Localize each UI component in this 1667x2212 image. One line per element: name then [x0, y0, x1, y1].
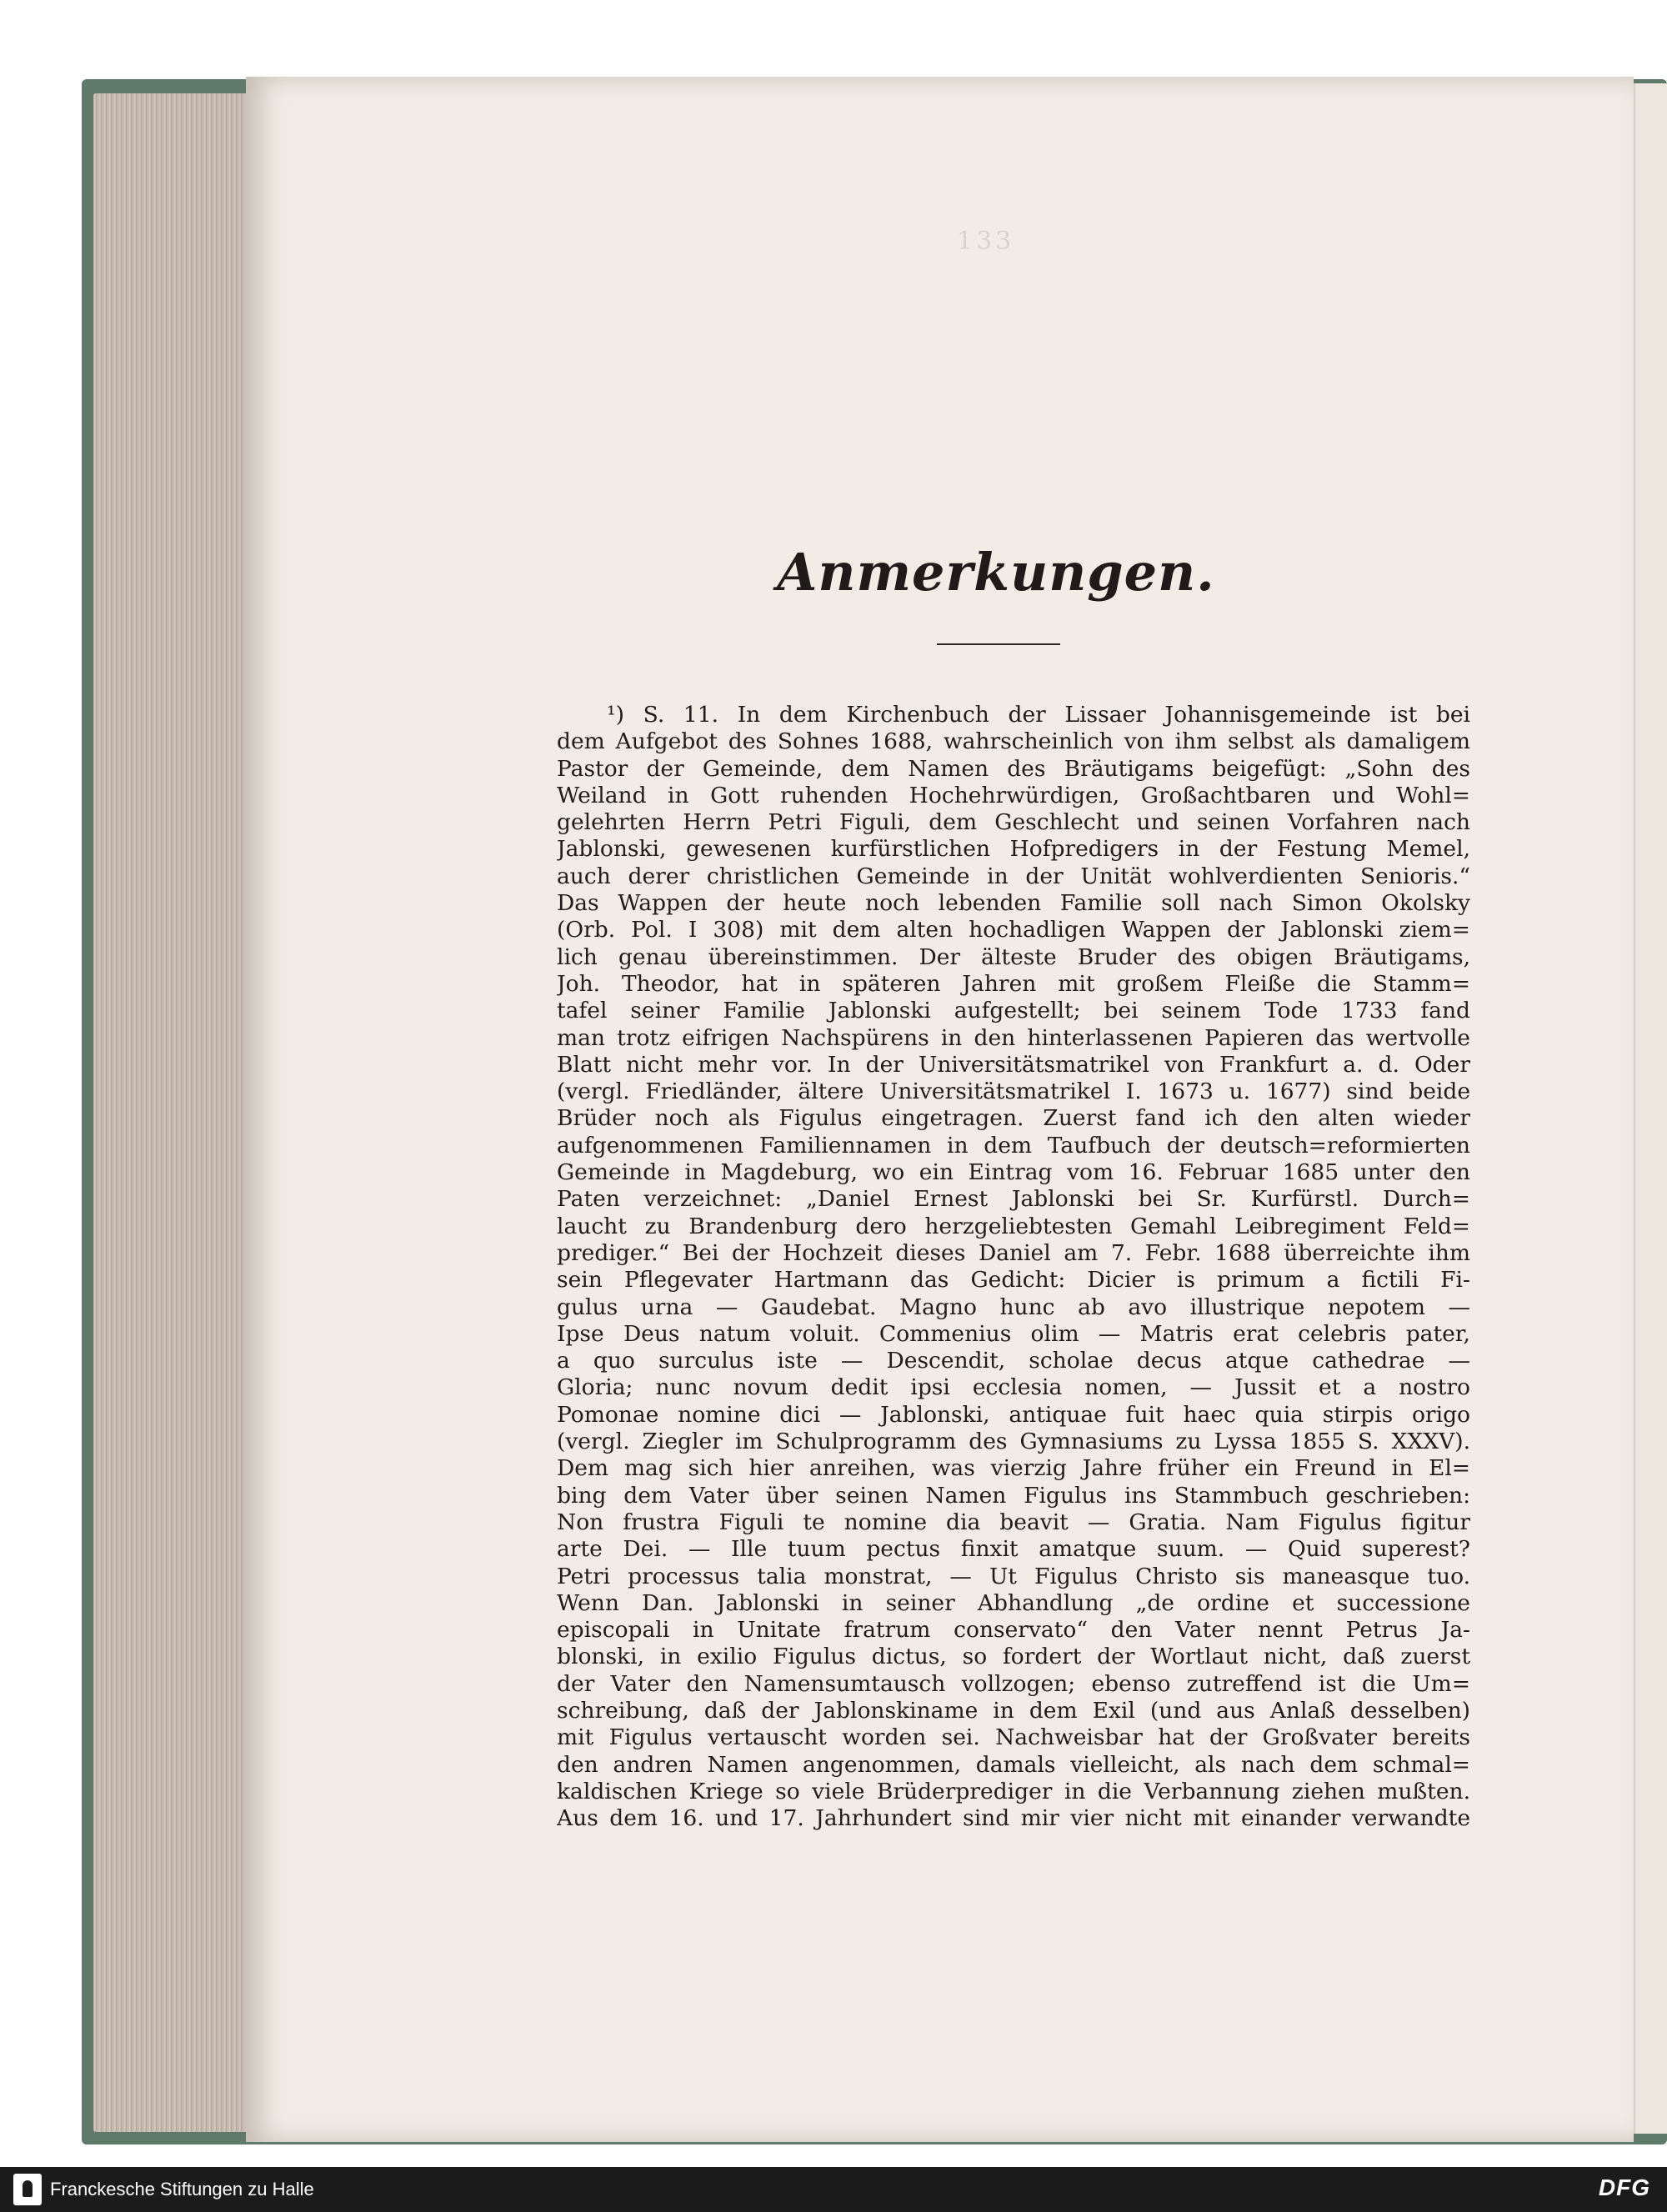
- footnote-line: Pastor der Gemeinde, dem Namen des Bräutigams beigefügt: „Sohn des: [557, 755, 1470, 782]
- adjacent-page-edge: [1634, 83, 1667, 2134]
- footnote-line: blonski, in exilio Figulus dictus, so fordert der Wortlaut nicht, daß zuerst: [557, 1644, 1470, 1670]
- footnote-line: dem Aufgebot des Sohnes 1688, wahrscheinlich von ihm selbst als damaligem: [557, 728, 1470, 755]
- footnote-line: laucht zu Brandenburg dero herzgeliebtesten Gemahl Leibregiment Feld=: [557, 1213, 1470, 1239]
- footnote-line: Dem mag sich hier anreihen, was vierzig Jahre früher ein Freund in El=: [557, 1455, 1470, 1482]
- footnote-line: Gemeinde in Magdeburg, wo ein Eintrag vom 16. Februar 1685 unter den: [557, 1159, 1470, 1186]
- footnote-line: schreibung, daß der Jablonskiname in dem Exil (und aus Anlaß desselben): [557, 1697, 1470, 1724]
- footnote-text: [557, 702, 1470, 1832]
- heading-rule: [937, 643, 1060, 645]
- footnote-line: gulus urna — Gaudebat. Magno hunc ab avo illustrique nepotem —: [557, 1294, 1470, 1320]
- footnote-line: gelehrten Herrn Petri Figuli, dem Geschlecht und seinen Vorfahren nach: [557, 809, 1470, 836]
- library-logo-icon: [13, 2174, 42, 2205]
- footnote-line: arte Dei. — Ille tuum pectus finxit amatque suum. — Quid superest?: [557, 1536, 1470, 1563]
- footnote-line: Ipse Deus natum voluit. Commenius olim — Matris erat celebris pater,: [557, 1320, 1470, 1347]
- page-edges: [93, 93, 252, 2132]
- footnote-line: Das Wappen der heute noch lebenden Familie soll nach Simon Okolsky: [557, 890, 1470, 917]
- footnote-line: (Orb. Pol. I 308) mit dem alten hochadligen Wappen der Jablonski ziem=: [557, 917, 1470, 943]
- footnote-line: der Vater den Namensumtausch vollzogen; ebenso zutreffend ist die Um=: [557, 1670, 1470, 1697]
- footnote-line: kaldischen Kriege so viele Brüderprediger in die Verbannung ziehen mußten.: [557, 1778, 1470, 1804]
- page-heading: Anmerkungen.: [777, 542, 1215, 603]
- footnote-line: Joh. Theodor, hat in späteren Jahren mit großem Fleiße die Stamm=: [557, 970, 1470, 997]
- viewer-footer: [0, 2167, 1667, 2212]
- footnote-line: Paten verzeichnet: „Daniel Ernest Jablonski bei Sr. Kurfürstl. Durch=: [557, 1186, 1470, 1213]
- footnote-line: prediger.“ Bei der Hochzeit dieses Daniel am 7. Febr. 1688 überreichte ihm: [557, 1239, 1470, 1266]
- footnote-line: den andren Namen angenommen, damals vielleicht, als nach dem schmal=: [557, 1751, 1470, 1778]
- footnote-line: Wenn Dan. Jablonski in seiner Abhandlung „de ordine et successione: [557, 1589, 1470, 1616]
- footnote-line: Gloria; nunc novum dedit ipsi ecclesia nomen, — Jussit et a nostro: [557, 1374, 1470, 1401]
- footnote-line: Blatt nicht mehr vor. In der Universitätsmatrikel von Frankfurt a. d. Oder: [557, 1051, 1470, 1078]
- footnote-line: Aus dem 16. und 17. Jahrhundert sind mir vier nicht mit einander verwandte: [557, 1805, 1470, 1832]
- footnote-line: sein Pflegevater Hartmann das Gedicht: Dicier is primum a fictili Fi-: [557, 1267, 1470, 1294]
- footnote-line: Jablonski, gewesenen kurfürstlichen Hofpredigers in der Festung Memel,: [557, 836, 1470, 863]
- footnote-line: auch derer christlichen Gemeinde in der Unität wohlverdienten Senioris.“: [557, 863, 1470, 889]
- footnote-line: (vergl. Ziegler im Schulprogramm des Gymnasiums zu Lyssa 1855 S. XXXV).: [557, 1429, 1470, 1455]
- footnote-line: aufgenommenen Familiennamen in dem Taufbuch der deutsch=reformierten: [557, 1132, 1470, 1159]
- footnote-line: ¹) S. 11. In dem Kirchenbuch der Lissaer Johannisgemeinde ist bei: [607, 702, 1470, 728]
- footnote-line: mit Figulus vertauscht worden sei. Nachweisbar hat der Großvater bereits: [557, 1724, 1470, 1751]
- footnote-line: tafel seiner Familie Jablonski aufgestellt; bei seinem Tode 1733 fand: [557, 998, 1470, 1024]
- footnote-line: Weiland in Gott ruhenden Hochehrwürdigen, Großachtbaren und Wohl=: [557, 782, 1470, 808]
- dfg-logo: DFG: [1598, 2174, 1650, 2200]
- footnote-line: episcopali in Unitate fratrum conservato“ den Vater nennt Petrus Ja-: [557, 1617, 1470, 1644]
- footnote-line: bing dem Vater über seinen Namen Figulus ins Stammbuch geschrieben:: [557, 1482, 1470, 1509]
- show-through-page-number: 133: [957, 227, 1015, 256]
- footnote-line: lich genau übereinstimmen. Der älteste Bruder des obigen Bräutigams,: [557, 943, 1470, 970]
- footnote-line: (vergl. Friedländer, ältere Universitätsmatrikel I. 1673 u. 1677) sind beide: [557, 1078, 1470, 1105]
- footnote-line: Brüder noch als Figulus eingetragen. Zuerst fand ich den alten wieder: [557, 1105, 1470, 1132]
- footnote-line: Non frustra Figuli te nomine dia beavit — Gratia. Nam Figulus figitur: [557, 1509, 1470, 1535]
- footnote-line: Petri processus talia monstrat, — Ut Figulus Christo sis maneasque tuo.: [557, 1563, 1470, 1589]
- footnote-line: man trotz eifrigen Nachspürens in den hinterlassenen Papieren das wertvolle: [557, 1024, 1470, 1051]
- footnote-line: a quo surculus iste — Descendit, scholae decus atque cathedrae —: [557, 1348, 1470, 1374]
- footer-owner-label: Franckesche Stiftungen zu Halle: [50, 2179, 314, 2199]
- footnote-line: Pomonae nomine dici — Jablonski, antiquae fuit haec quia stirpis origo: [557, 1401, 1470, 1428]
